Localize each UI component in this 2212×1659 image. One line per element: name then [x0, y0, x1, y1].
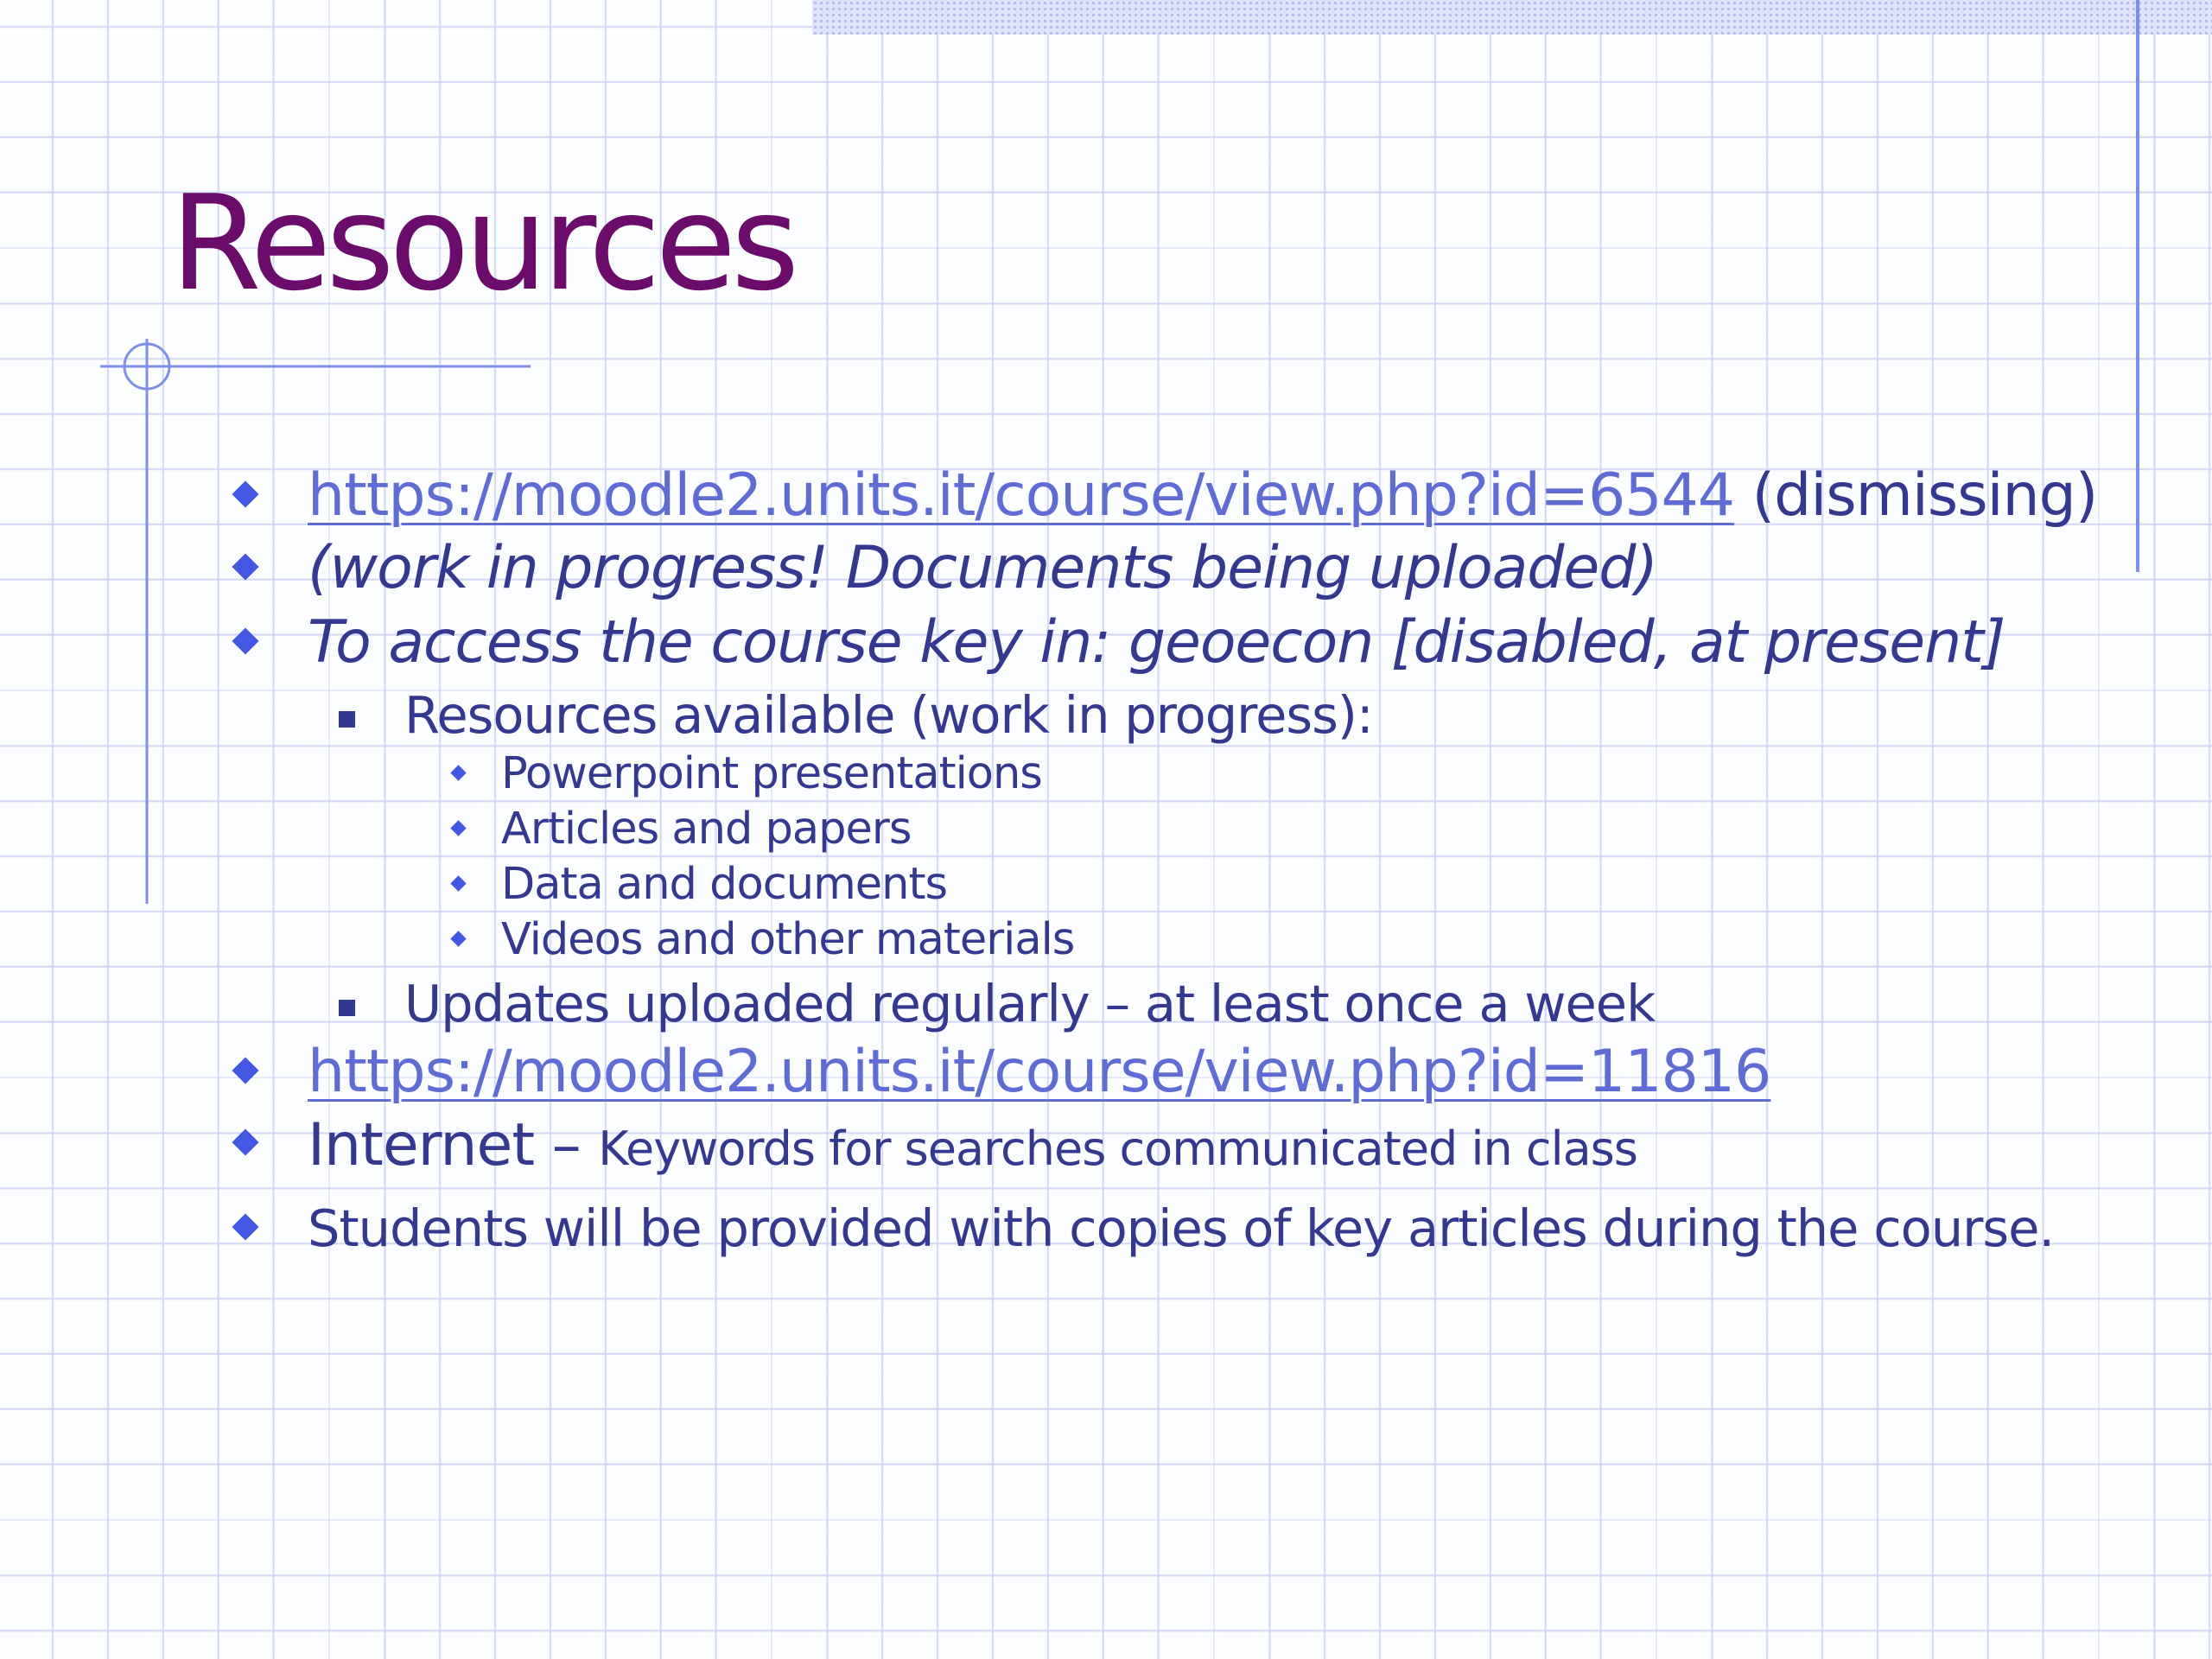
- diamond-bullet-icon: [232, 480, 258, 507]
- small-diamond-bullet-icon: [450, 875, 466, 891]
- link-note: (dismissing): [1751, 461, 2098, 530]
- diamond-bullet-icon: [232, 627, 258, 654]
- list-item: Students will be provided with copies of key articles during the course.: [308, 1198, 2055, 1258]
- diamond-bullet-icon: [232, 553, 258, 580]
- sub-sub-list-item: Videos and other materials: [501, 914, 1075, 965]
- list-item: [308, 1111, 1637, 1179]
- internet-note: Keywords for searches communicated in class: [598, 1122, 1637, 1176]
- sub-sub-list-item: Articles and papers: [501, 804, 912, 855]
- sub-sub-list-item: Powerpoint presentations: [501, 748, 1042, 799]
- slide-title: Resources: [170, 167, 795, 320]
- square-bullet-icon: [339, 1000, 355, 1016]
- diamond-bullet-icon: [232, 1128, 258, 1155]
- sub-list-item: Updates uploaded regularly – at least once a week: [404, 974, 1656, 1033]
- list-item: (work in progress! Documents being uploaded): [308, 534, 1657, 602]
- square-bullet-icon: [339, 711, 355, 728]
- diamond-bullet-icon: [232, 1213, 258, 1240]
- diamond-bullet-icon: [232, 1057, 258, 1084]
- list-item: [308, 1038, 1771, 1106]
- sub-list-item: Resources available (work in progress):: [404, 685, 1373, 745]
- moodle-course-link-11816[interactable]: https://moodle2.units.it/course/view.php?id=11816: [308, 1038, 1771, 1106]
- small-diamond-bullet-icon: [450, 765, 466, 780]
- moodle-course-link-6544[interactable]: https://moodle2.units.it/course/view.php?id=6544: [308, 461, 1735, 530]
- sub-sub-list-item: Data and documents: [501, 859, 948, 910]
- list-item: To access the course key in: geoecon [disabled, at present]: [308, 608, 2005, 677]
- small-diamond-bullet-icon: [450, 931, 466, 946]
- list-item: [308, 461, 2098, 530]
- small-diamond-bullet-icon: [450, 820, 466, 836]
- internet-label: Internet –: [308, 1111, 581, 1179]
